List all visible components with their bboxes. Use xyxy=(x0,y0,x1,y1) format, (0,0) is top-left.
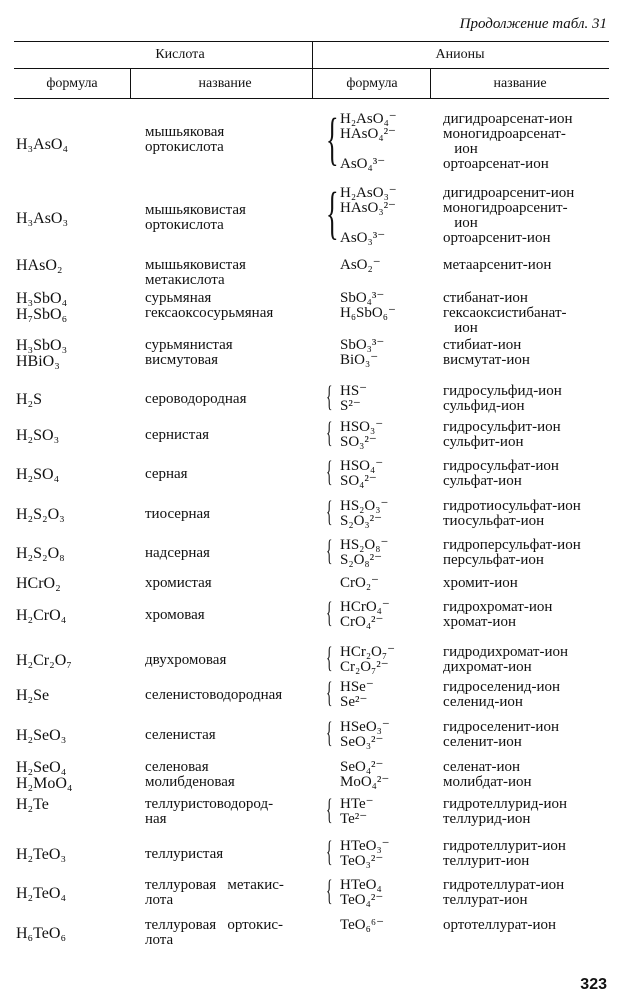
acid-formula: H₂S₂O₃ xyxy=(16,506,65,523)
acid-formula: H₂S xyxy=(16,391,43,408)
anion-name: гидродихромат-ион дихромат-ион xyxy=(443,644,569,675)
anion-name: стибиат-ион висмутат-ион xyxy=(443,337,530,368)
acid-formula: H₂SO₄ xyxy=(16,466,60,483)
anion-formula: HS₂O₈⁻ S₂O₈²⁻ xyxy=(340,537,389,568)
brace-icon: { xyxy=(326,180,339,245)
anion-name: хромит-ион xyxy=(443,575,518,591)
anion-name: гидроселенид-ион селенид-ион xyxy=(443,679,561,710)
acid-name: хромовая xyxy=(145,607,205,623)
acid-formula: H₂SeO₃ xyxy=(16,727,67,744)
acid-name: сурьмяная гексаоксосурьмяная xyxy=(145,290,274,321)
anion-name: гидрохромат-ион хромат-ион xyxy=(443,599,553,630)
acid-formula: H₂S₂O₈ xyxy=(16,545,65,562)
anion-formula: H₂AsO₃⁻ HAsO₃²⁻ AsO₃³⁻ xyxy=(340,185,397,246)
brace-icon: { xyxy=(326,495,333,528)
anion-name: дигидроарсенит-ион моногидроарсенит- ион ортоарсенит-ион xyxy=(443,185,575,246)
acid-formula: H₃SbO₄ H₇SbO₆ xyxy=(16,290,68,323)
anion-name: селенат-ион молибдат-ион xyxy=(443,759,532,790)
acid-name: теллуристоводород- ная xyxy=(145,796,274,827)
acid-formula: H₂Te xyxy=(16,796,49,813)
brace-icon: { xyxy=(326,641,333,674)
anion-name: стибанат-ион гексаоксистибанат- ион xyxy=(443,290,567,336)
acid-name: селенистоводородная xyxy=(145,687,283,703)
anion-formula: HCr₂O₇⁻ Cr₂O₇²⁻ xyxy=(340,644,396,675)
anion-name: гидротеллурат-ион теллурат-ион xyxy=(443,877,565,908)
anion-name: гидротиосульфат-ион тиосульфат-ион xyxy=(443,498,581,529)
anion-formula: H₂AsO₄⁻ HAsO₄²⁻ AsO₄³⁻ xyxy=(340,111,397,172)
acid-name: теллуровая ортокис- лота xyxy=(145,917,284,948)
acid-formula: H₂CrO₄ xyxy=(16,607,67,624)
acid-name: мышьяковистая метакислота xyxy=(145,257,246,288)
acid-name: теллуровая метакис- лота xyxy=(145,877,284,908)
acid-formula: H₂SO₃ xyxy=(16,427,60,444)
acid-name: сероводородная xyxy=(145,391,247,407)
acid-name: надсерная xyxy=(145,545,210,561)
anion-name: гидротеллурид-ион теллурид-ион xyxy=(443,796,568,827)
anion-name: ортотеллурат-ион xyxy=(443,917,557,933)
acid-name: мышьяковая ортокислота xyxy=(145,124,225,155)
acid-formula: H₃SbO₃ HBiO₃ xyxy=(16,337,68,370)
anion-formula: SbO₄³⁻ H₆SbO₆⁻ xyxy=(340,290,396,321)
anion-formula: AsO₂⁻ xyxy=(340,257,381,273)
anion-formula: SeO₄²⁻ MoO₄²⁻ xyxy=(340,759,390,790)
brace-icon: { xyxy=(326,455,333,488)
header-divider-left xyxy=(130,69,131,98)
acid-formula: H₂TeO₄ xyxy=(16,885,67,902)
anion-name: гидроселенит-ион селенит-ион xyxy=(443,719,559,750)
anion-name: гидросульфат-ион сульфат-ион xyxy=(443,458,559,489)
anion-name: гидросульфид-ион сульфид-ион xyxy=(443,383,562,414)
brace-icon: { xyxy=(326,835,333,868)
header-acid: Кислота xyxy=(155,47,205,62)
brace-icon: { xyxy=(326,676,333,709)
anion-formula: HTeO₄ TeO₄²⁻ xyxy=(340,877,384,908)
brace-icon: { xyxy=(326,380,333,413)
acid-name: тиосерная xyxy=(145,506,211,522)
acid-formula: H₂SeO₄ H₂MoO₄ xyxy=(16,759,73,792)
acid-formula: HAsO₂ xyxy=(16,257,63,274)
brace-icon: { xyxy=(326,716,333,749)
acid-name: селеновая молибденовая xyxy=(145,759,235,790)
acid-formula: H₂Se xyxy=(16,687,50,704)
anion-formula: HSO₄⁻ SO₄²⁻ xyxy=(340,458,384,489)
brace-icon: { xyxy=(326,416,333,449)
header-name-acid: название xyxy=(198,76,252,91)
header-anions: Анионы xyxy=(435,47,485,62)
brace-icon: { xyxy=(326,596,333,629)
anion-name: гидросульфит-ион сульфит-ион xyxy=(443,419,561,450)
anion-name: дигидроарсенат-ион моногидроарсенат- ион ортоарсенат-ион xyxy=(443,111,573,172)
anion-name: гидроперсульфат-ион персульфат-ион xyxy=(443,537,581,568)
header-bottom-rule xyxy=(14,98,609,99)
anion-name: метаарсенит-ион xyxy=(443,257,552,273)
continuation-caption: Продолжение табл. 31 xyxy=(459,16,607,32)
anion-formula: HS⁻ S²⁻ xyxy=(340,383,368,414)
acid-formula: HCrO₂ xyxy=(16,575,61,592)
header-divider-main xyxy=(312,42,313,98)
anion-formula: SbO₃³⁻ BiO₃⁻ xyxy=(340,337,385,368)
anion-formula: HCrO₄⁻ CrO₄²⁻ xyxy=(340,599,390,630)
brace-icon: { xyxy=(326,106,339,171)
acid-name: сурьмянистая висмутовая xyxy=(145,337,233,368)
acid-name: сернистая xyxy=(145,427,210,443)
brace-icon: { xyxy=(326,874,333,907)
acid-name: серная xyxy=(145,466,188,482)
header-name-anion: название xyxy=(493,76,547,91)
page-number: 323 xyxy=(580,976,607,993)
acid-name: теллуристая xyxy=(145,846,224,862)
anion-formula: CrO₂⁻ xyxy=(340,575,379,591)
anion-name: гидротеллурит-ион теллурит-ион xyxy=(443,838,566,869)
header-formula-acid: формула xyxy=(46,76,98,91)
brace-icon: { xyxy=(326,534,333,567)
acid-name: хромистая xyxy=(145,575,212,591)
acid-formula: H₂TeO₃ xyxy=(16,846,67,863)
acid-name: мышьяковистая ортокислота xyxy=(145,202,246,233)
acid-formula: H₃AsO₃ xyxy=(16,210,69,227)
acid-formula: H₃AsO₄ xyxy=(16,136,69,153)
anion-formula: HTeO₃⁻ TeO₃²⁻ xyxy=(340,838,390,869)
header-divider-right xyxy=(430,69,431,98)
brace-icon: { xyxy=(326,793,333,826)
anion-formula: TeO₆⁶⁻ xyxy=(340,917,384,933)
anion-formula: HTe⁻ Te²⁻ xyxy=(340,796,374,827)
acid-formula: H₆TeO₆ xyxy=(16,925,67,942)
acid-name: селенистая xyxy=(145,727,216,743)
acid-name: двухромовая xyxy=(145,652,227,668)
anion-formula: HS₂O₃⁻ S₂O₃²⁻ xyxy=(340,498,389,529)
anion-formula: HSe⁻ Se²⁻ xyxy=(340,679,374,710)
acid-formula: H₂Cr₂O₇ xyxy=(16,652,72,669)
anion-formula: HSO₃⁻ SO₃²⁻ xyxy=(340,419,384,450)
anion-formula: HSeO₃⁻ SeO₃²⁻ xyxy=(340,719,390,750)
header-formula-anion: формула xyxy=(346,76,398,91)
